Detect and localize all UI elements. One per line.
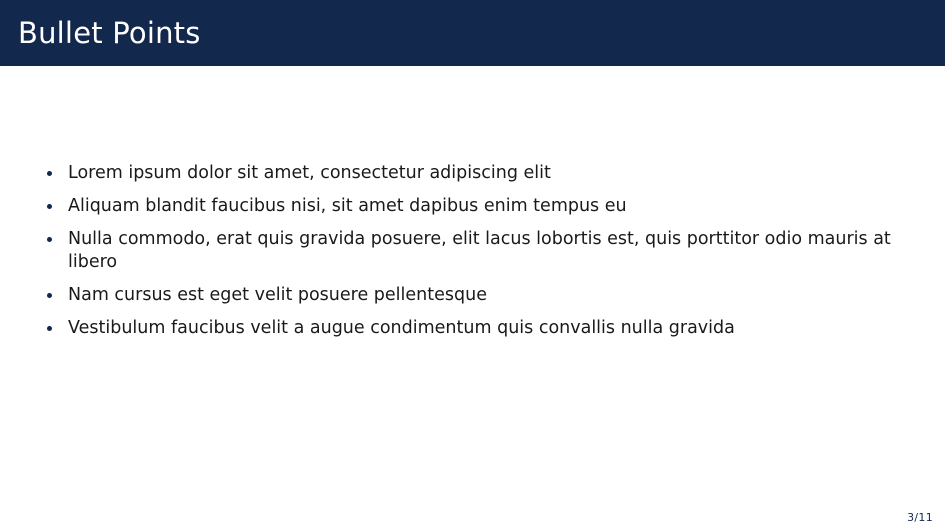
page-number: 3/11 [907, 511, 933, 524]
list-item [44, 228, 904, 276]
list-item [44, 195, 904, 219]
list-item [44, 317, 904, 341]
bullet-dot-icon [47, 326, 52, 331]
list-item-label: Aliquam blandit faucibus nisi, sit amet dapibus enim tempus eu [68, 195, 627, 216]
list-item-label: Vestibulum faucibus velit a augue condimentum quis convallis nulla gravida [68, 317, 735, 338]
slide-title-bar [0, 0, 945, 66]
bullet-dot-icon [47, 293, 52, 298]
bullet-dot-icon [47, 171, 52, 176]
list-item-label: Lorem ipsum dolor sit amet, consectetur adipiscing elit [68, 163, 551, 183]
list-item [44, 162, 904, 186]
list-item-label: Nulla commodo, erat quis gravida posuere, elit lacus lobortis est, quis porttitor odio mauris at libero [68, 228, 891, 273]
bullet-list [44, 162, 904, 341]
list-item-label: Nam cursus est eget velit posuere pellentesque [68, 285, 487, 306]
page-title: Bullet Points [18, 15, 201, 50]
slide-body [44, 162, 904, 350]
list-item [44, 284, 904, 308]
bullet-dot-icon [47, 237, 52, 242]
bullet-dot-icon [47, 204, 52, 209]
